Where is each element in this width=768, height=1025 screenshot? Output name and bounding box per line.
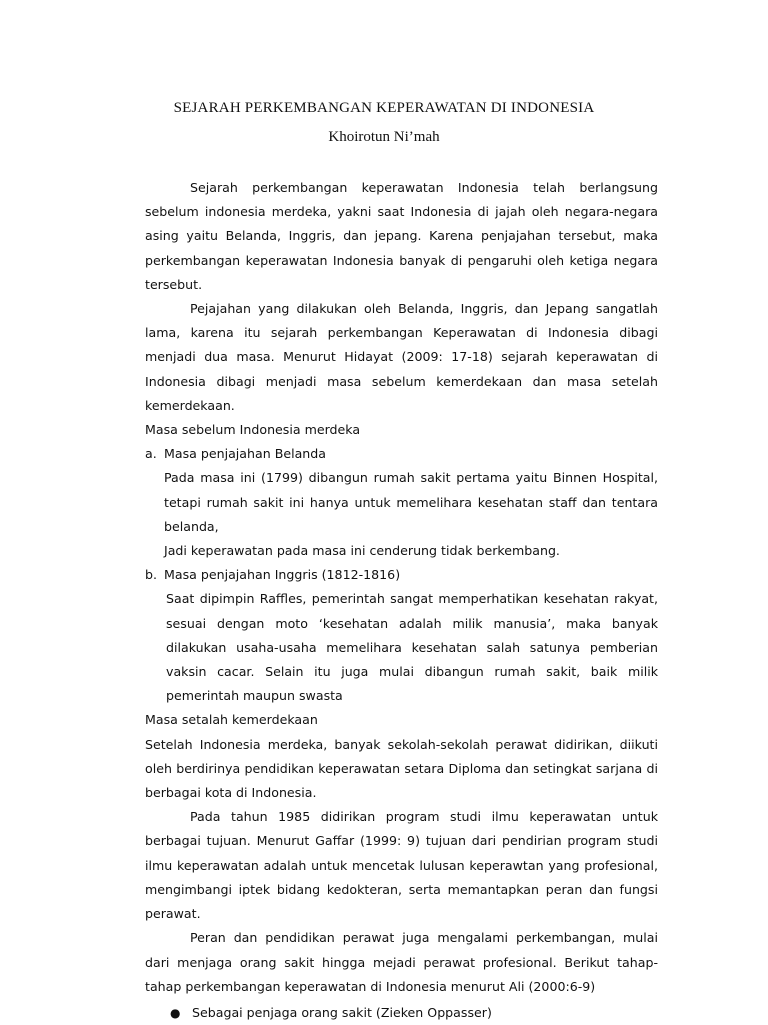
- paragraph-role-development: Peran dan pendidikan perawat juga mengalami perkembangan, mulai dari menjaga orang sakit hingga mejadi perawat profesional. Berikut tahap-tahap perkembangan keperawatan di Indonesia menurut Ali (2000:6-9): [145, 930, 658, 994]
- british-period-text: Saat dipimpin Raffles, pemerintah sangat memperhatikan kesehatan rakyat, sesuai dengan moto ‘kesehatan adalah milik manusia’, maka banyak dilakukan usaha-usaha memelihara kesehatan salah satunya pemberian vaksin cacar. Selain itu juga mulai dibangun rumah sakit, baik milik pemerintah maupun swasta: [166, 591, 658, 704]
- document-title: SEJARAH PERKEMBANGAN KEPERAWATAN DI INDONESIA: [173, 100, 595, 116]
- list-item-british-colonial: [145, 563, 658, 587]
- list-marker-a: a.: [145, 446, 157, 462]
- list-item-title: Masa penjajahan Belanda: [164, 446, 327, 462]
- paragraph-periods: Pejajahan yang dilakukan oleh Belanda, Inggris, dan Jepang sangatlah lama, karena itu sejarah perkembangan Keperawatan di Indonesia dibagi menjadi dua masa. Menurut Hidayat (2009: 17-18) sejarah keperawatan di Indonesia dibagi menjadi masa sebelum kemerdekaan dan masa setelah kemerdekaan.: [145, 301, 658, 413]
- bullet-item-text: Sebagai penjaga orang sakit (Zieken Oppasser): [192, 1004, 492, 1020]
- list-item-title: Masa penjajahan Inggris (1812-1816): [164, 567, 401, 583]
- section-heading-after-independence: Masa setalah kemerdekaan: [145, 712, 318, 728]
- dutch-period-text: Pada masa ini (1799) dibangun rumah sakit pertama yaitu Binnen Hospital, tetapi rumah sakit ini hanya untuk memelihara kesehatan staff dan tentara belanda,: [164, 470, 658, 534]
- bullet-dot-icon: ●: [170, 1005, 181, 1020]
- paragraph-study-program: Pada tahun 1985 didirikan program studi ilmu keperawatan untuk berbagai tujuan. Menurut Gaffar (1999: 9) tujuan dari pendirian program studi ilmu keperawatan adalah untuk mencetak lulusan keperawtan yang profesional, mengimbangi iptek bidang kedokteran, serta memantapkan peran dan fungsi perawat.: [145, 809, 658, 922]
- document-body: [145, 176, 658, 1025]
- list-item-dutch-colonial: [145, 442, 658, 466]
- bullet-list-item: [170, 1001, 658, 1025]
- list-marker-b: b.: [145, 567, 157, 583]
- document-author: Khoirotun Ni’mah: [328, 129, 440, 145]
- paragraph-intro: Sejarah perkembangan keperawatan Indonesia telah berlangsung sebelum indonesia merdeka, yakni saat Indonesia di jajah oleh negara-negara asing yaitu Belanda, Inggris, dan jepang. Karena penjajahan tersebut, maka perkembangan keperawatan Indonesia banyak di pengaruhi oleh ketiga negara tersebut.: [145, 180, 658, 292]
- section-heading-before-independence: Masa sebelum Indonesia merdeka: [145, 422, 361, 438]
- dutch-period-conclusion: Jadi keperawatan pada masa ini cenderung tidak berkembang.: [164, 543, 560, 559]
- paragraph-after-independence: Setelah Indonesia merdeka, banyak sekolah-sekolah perawat didirikan, diikuti oleh berdirinya pendidikan keperawatan setara Diploma dan setingkat sarjana di berbagai kota di Indonesia.: [145, 736, 658, 801]
